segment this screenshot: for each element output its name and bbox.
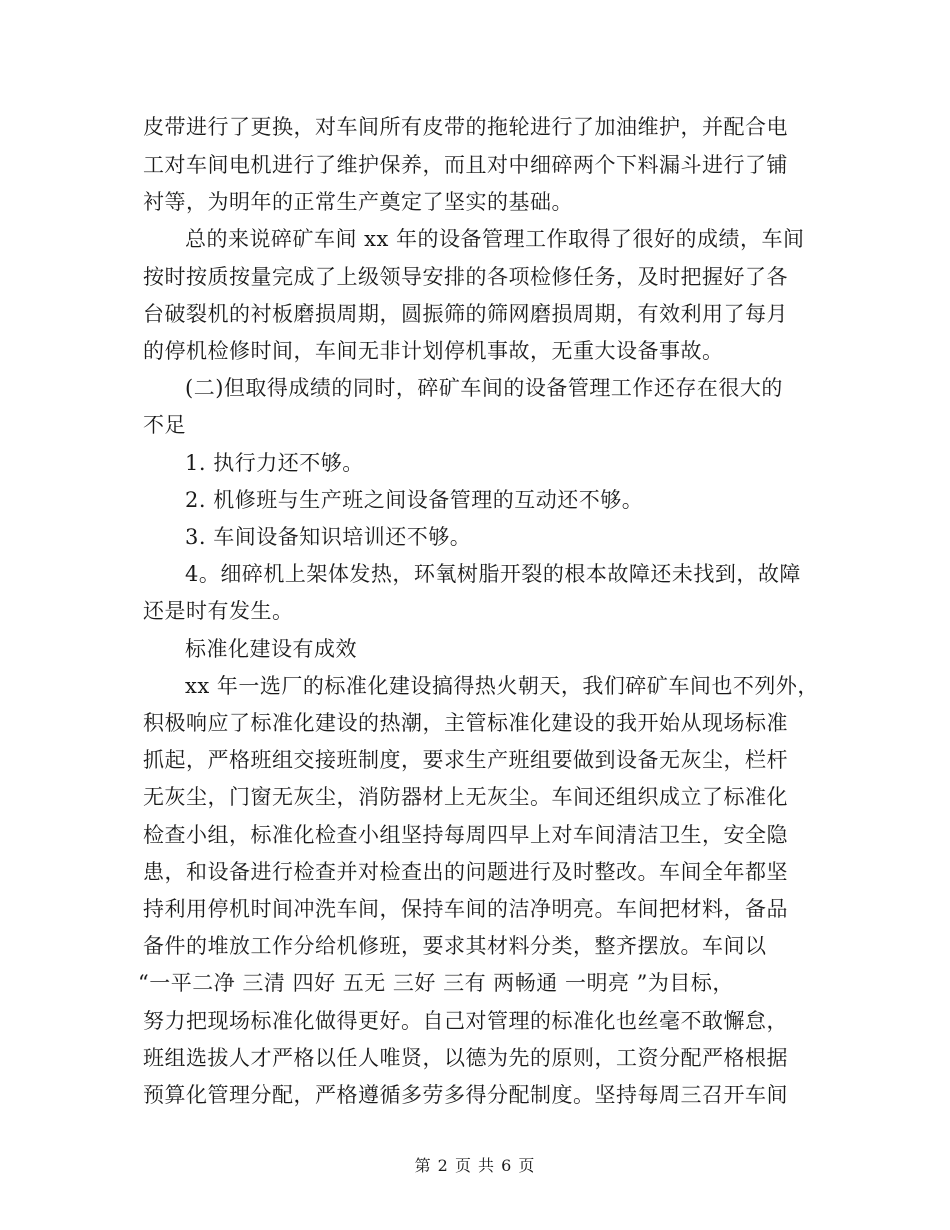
- paragraph-line: 努力把现场标准化做得更好。自己对管理的标准化也丝毫不敢懈怠，: [143, 1009, 788, 1033]
- paragraph-line: 持利用停机时间冲洗车间，保持车间的洁净明亮。车间把材料，备品: [143, 897, 788, 921]
- paragraph-line: 无灰尘，门窗无灰尘，消防器材上无灰尘。车间还组织成立了标准化: [143, 785, 788, 809]
- paragraph-line: 备件的堆放工作分给机修班，要求其材料分类，整齐摆放。车间以: [143, 934, 767, 958]
- paragraph-line: 工对车间电机进行了维护保养，而且对中细碎两个下料漏斗进行了铺: [143, 153, 788, 177]
- paragraph-line: 还是时有发生。: [143, 599, 294, 623]
- paragraph-line: “一平二净 三清 四好 五无 三好 三有 两畅通 一明亮 ”为目标，: [138, 971, 734, 995]
- section-heading: 标准化建设有成效: [185, 637, 357, 661]
- page-number-footer: 第 2 页 共 6 页: [414, 1156, 536, 1175]
- paragraph-line: 的停机检修时间，车间无非计划停机事故，无重大设备事故。: [143, 339, 724, 363]
- paragraph-line: 按时按质按量完成了上级领导安排的各项检修任务，及时把握好了各: [143, 265, 788, 289]
- paragraph-line: 不足: [143, 413, 186, 437]
- list-item: 1. 执行力还不够。: [185, 451, 364, 475]
- paragraph-line: xx 年一选厂的标准化建设搞得热火朝天，我们碎矿车间也不列外，: [185, 674, 819, 698]
- paragraph-line: 皮带进行了更换，对车间所有皮带的拖轮进行了加油维护，并配合电: [143, 115, 788, 139]
- paragraph-line: 积极响应了标准化建设的热潮，主管标准化建设的我开始从现场标准: [143, 711, 788, 735]
- paragraph-line: 衬等，为明年的正常生产奠定了坚实的基础。: [143, 190, 573, 214]
- paragraph-line: 总的来说碎矿车间 xx 年的设备管理工作取得了很好的成绩，车间: [185, 227, 805, 251]
- list-item: 4。细碎机上架体发热，环氧树脂开裂的根本故障还未找到，故障: [185, 562, 801, 586]
- paragraph-line: 患，和设备进行检查并对检查出的问题进行及时整改。车间全年都坚: [143, 860, 788, 884]
- paragraph-line: 班组选拔人才严格以任人唯贤，以德为先的原则，工资分配严格根据: [143, 1046, 788, 1070]
- list-item: 2. 机修班与生产班之间设备管理的互动还不够。: [185, 488, 644, 512]
- list-item: 3. 车间设备知识培训还不够。: [185, 525, 472, 549]
- paragraph-line: 检查小组，标准化检查小组坚持每周四早上对车间清洁卫生，安全隐: [143, 823, 788, 847]
- paragraph-line: (二)但取得成绩的同时，碎矿车间的设备管理工作还存在很大的: [185, 376, 783, 400]
- paragraph-line: 抓起，严格班组交接班制度，要求生产班组要做到设备无灰尘，栏杆: [143, 748, 788, 772]
- paragraph-line: 预算化管理分配，严格遵循多劳多得分配制度。坚持每周三召开车间: [143, 1083, 788, 1107]
- paragraph-line: 台破裂机的衬板磨损周期，圆振筛的筛网磨损周期，有效利用了每月: [143, 302, 788, 326]
